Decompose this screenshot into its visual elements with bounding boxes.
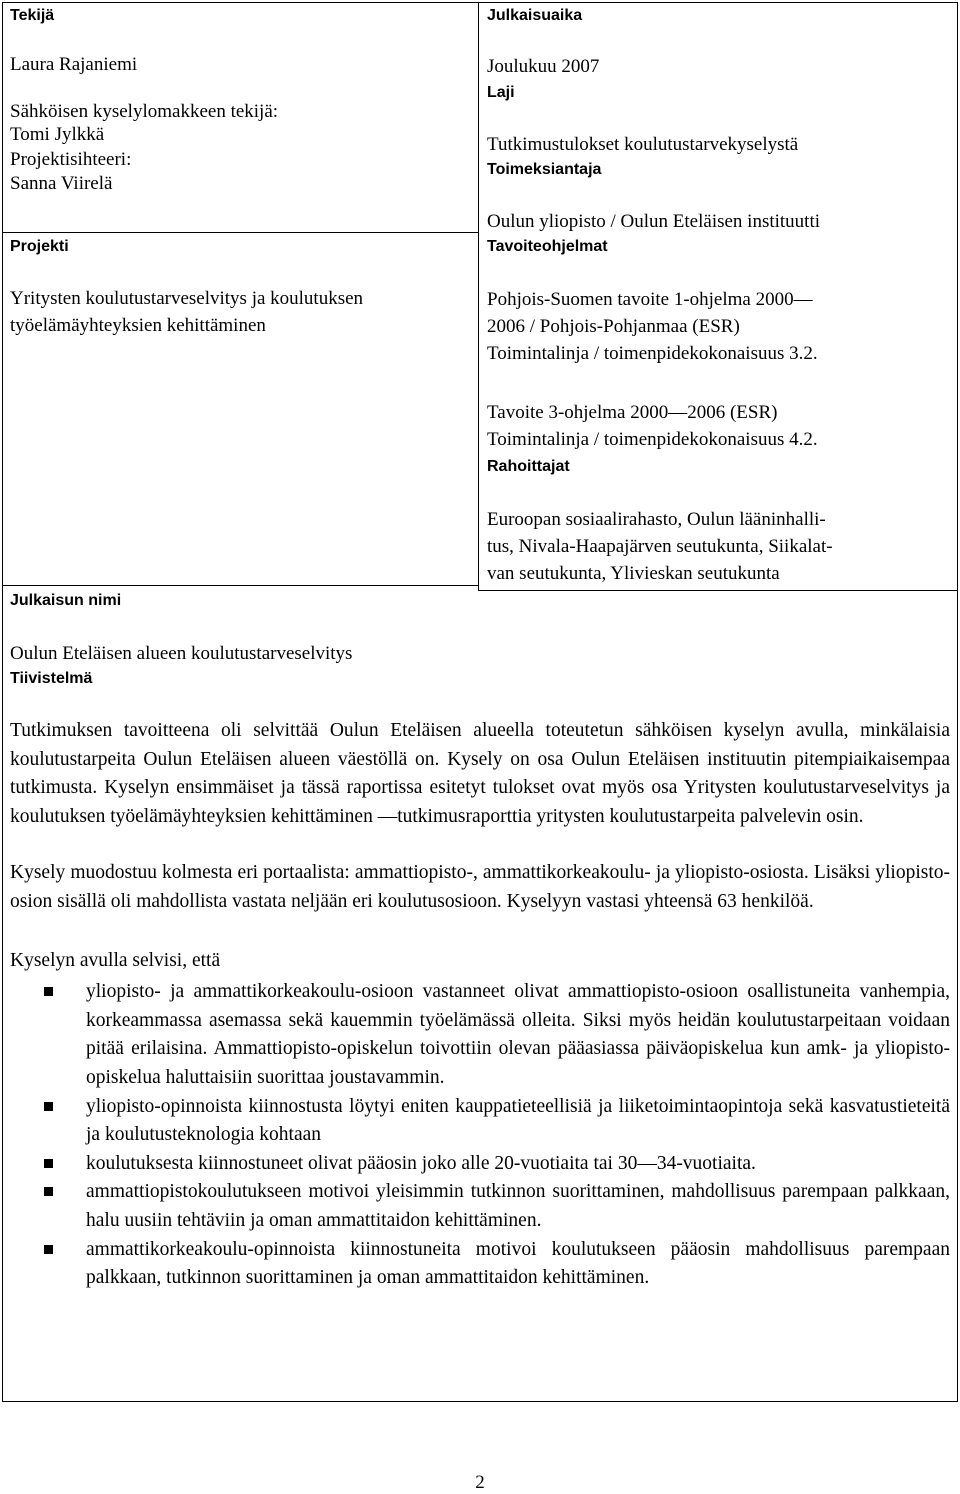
list-item: yliopisto-opinnoista kiinnostusta löytyi eniten kauppatieteellisiä ja liiketoimintaopintoja sekä kasvatustieteitä ja koulutusteknologia kohtaan bbox=[0, 1093, 950, 1150]
bullet-square-icon bbox=[44, 1102, 53, 1111]
laji-value: Tutkimustulokset koulutustarvekyselystä bbox=[487, 134, 799, 155]
list-item: yliopisto- ja ammattikorkeakoulu-osioon vastanneet olivat ammattiopisto-osioon osallistuneita vanhempia, korkeammassa asemassa sekä kauemmin työelämässä olleita. Siksi myös heidän koulutustarpeitaan voidaan pitää erilaisina. Ammattiopisto-opiskelun toivottiin olevan pääasiassa päiväopiskelua kun amk- ja yliopisto-opiskelua haluttaisiin suorittaa joustavammin. bbox=[0, 978, 950, 1092]
laji-label: Laji bbox=[487, 84, 515, 101]
tavoite-line5: Toimintalinja / toimenpidekokonaisuus 4.2. bbox=[487, 429, 818, 450]
survey-maker-label: Sähköisen kyselylomakkeen tekijä: bbox=[10, 101, 279, 122]
rahoittajat-label: Rahoittajat bbox=[487, 458, 570, 475]
divider-right bbox=[478, 590, 958, 591]
toimeksiantaja-label: Toimeksiantaja bbox=[487, 161, 602, 178]
project-name-line2: työelämäyhteyksien kehittäminen bbox=[10, 315, 266, 336]
projekti-label: Projekti bbox=[10, 238, 69, 255]
findings-list bbox=[0, 978, 950, 1293]
findings-intro: Kyselyn avulla selvisi, että bbox=[10, 949, 221, 971]
divider-project bbox=[2, 232, 479, 233]
list-item: ammattikorkeakoulu-opinnoista kiinnostuneita motivoi koulutukseen pääosin mahdollisuus parempaan palkkaan, tutkinnon suorittaminen ja oman ammattitaidon kehittäminen. bbox=[0, 1236, 950, 1293]
abstract-paragraph-2: Kysely muodostuu kolmesta eri portaalista: ammattiopisto-, ammattikorkeakoulu- ja yliopisto-osiosta. Lisäksi yliopisto-osion sisällä oli mahdollista vastata neljään eri koulutusosioon. Kyselyyn vastasi yhteensä 63 henkilöä. bbox=[10, 862, 950, 912]
toimeksiantaja-value: Oulun yliopisto / Oulun Eteläisen instituutti bbox=[487, 211, 821, 232]
rahoittajat-line2: tus, Nivala-Haapajärven seutukunta, Siikalat- bbox=[487, 536, 833, 557]
survey-maker-name: Tomi Jylkkä bbox=[10, 124, 105, 145]
abstract-paragraph-1: Tutkimuksen tavoitteena oli selvittää Oulun Eteläisen alueella toteutetun sähköisen kyselyn avulla, minkälaisia koulutustarpeita Oulun Eteläisen alueen väestöllä on. Kysely on osa Oulun Eteläisen instituutin pitempiaikaisempaa tutkimusta. Kyselyn ensimmäiset ja tässä raportissa esitetyt tulokset ovat myös osa Yritysten koulutustarveselvitys ja koulutuksen työelämäyhteyksien kehittäminen —tutkimusraporttia yritysten koulutustarpeita palvelevin osin. bbox=[10, 720, 950, 827]
rahoittajat-line3: van seutukunta, Ylivieskan seutukunta bbox=[487, 563, 780, 584]
author-name: Laura Rajaniemi bbox=[10, 54, 138, 75]
tekija-label: Tekijä bbox=[10, 7, 55, 24]
publication-title: Oulun Eteläisen alueen koulutustarveselvitys bbox=[10, 643, 353, 664]
tiivistelma-label: Tiivistelmä bbox=[10, 670, 93, 687]
rahoittajat-line1: Euroopan sosiaalirahasto, Oulun lääninhalli- bbox=[487, 509, 826, 530]
tavoiteohjelmat-label: Tavoiteohjelmat bbox=[487, 238, 608, 255]
project-name-line1: Yritysten koulutustarveselvitys ja koulutuksen bbox=[10, 288, 364, 309]
list-item: ammattiopistokoulutukseen motivoi yleisimmin tutkinnon suorittaminen, mahdollisuus parempaan palkkaan, halu uusiin tehtäviin ja oman ammattitaidon kehittäminen. bbox=[0, 1178, 950, 1235]
julkaisuaika-value: Joulukuu 2007 bbox=[487, 56, 600, 77]
bullet-square-icon bbox=[44, 987, 53, 996]
tavoite-line2: 2006 / Pohjois-Pohjanmaa (ESR) bbox=[487, 316, 740, 337]
tavoite-line3: Toimintalinja / toimenpidekokonaisuus 3.2. bbox=[487, 343, 818, 364]
bullet-square-icon bbox=[44, 1245, 53, 1254]
bullet-square-icon bbox=[44, 1159, 53, 1168]
list-item: koulutuksesta kiinnostuneet olivat pääosin joko alle 20-vuotiaita tai 30—34-vuotiaita. bbox=[0, 1150, 950, 1179]
page-number: 2 bbox=[475, 1472, 485, 1493]
tavoite-line4: Tavoite 3-ohjelma 2000—2006 (ESR) bbox=[487, 402, 778, 423]
julkaisuaika-label: Julkaisuaika bbox=[487, 7, 583, 24]
julkaisun-nimi-label: Julkaisun nimi bbox=[10, 592, 122, 609]
bullet-square-icon bbox=[44, 1187, 53, 1196]
secretary-label: Projektisihteeri: bbox=[10, 149, 132, 170]
tavoite-line1: Pohjois-Suomen tavoite 1-ohjelma 2000— bbox=[487, 289, 813, 310]
secretary-name: Sanna Viirelä bbox=[10, 173, 113, 194]
abstract-body bbox=[10, 717, 950, 1293]
